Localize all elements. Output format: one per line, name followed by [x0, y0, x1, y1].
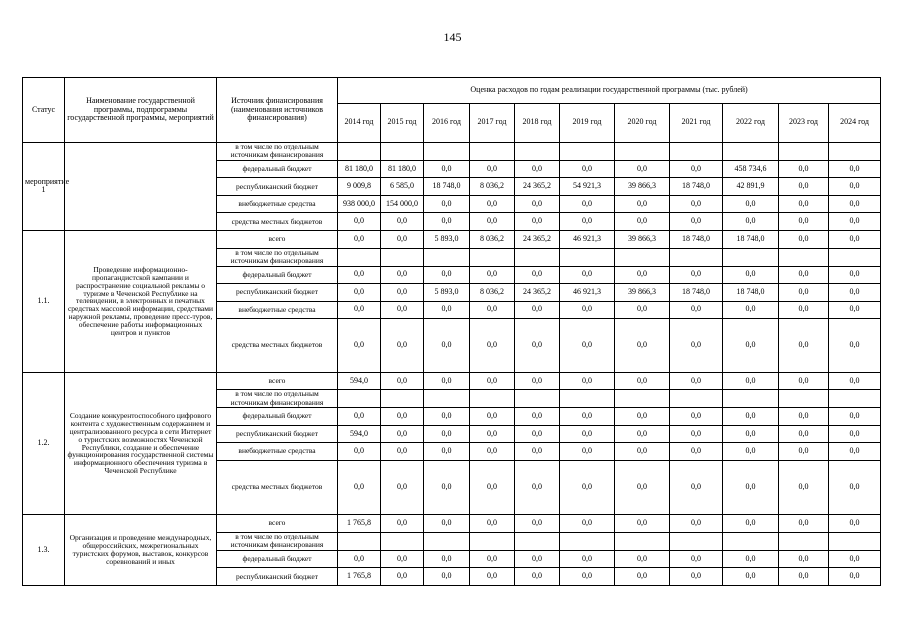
value-cell: 0,0: [515, 568, 560, 586]
value-cell: 0,0: [381, 319, 424, 373]
value-cell: [615, 390, 670, 408]
value-cell: 0,0: [723, 443, 779, 461]
value-cell: 0,0: [338, 266, 381, 284]
value-cell: 0,0: [560, 160, 615, 178]
value-cell: [670, 390, 723, 408]
value-cell: 0,0: [779, 425, 829, 443]
value-cell: 0,0: [829, 230, 881, 248]
value-cell: 0,0: [779, 319, 829, 373]
value-cell: [515, 532, 560, 550]
value-cell: 0,0: [381, 425, 424, 443]
funding-source-cell: федеральный бюджет: [217, 550, 338, 568]
value-cell: 0,0: [779, 213, 829, 231]
value-cell: 0,0: [381, 266, 424, 284]
funding-source-cell: внебюджетные средства: [217, 443, 338, 461]
value-cell: 0,0: [560, 443, 615, 461]
value-cell: 0,0: [829, 372, 881, 390]
value-cell: 0,0: [515, 425, 560, 443]
value-cell: 0,0: [829, 195, 881, 213]
value-cell: 0,0: [338, 443, 381, 461]
value-cell: 0,0: [615, 160, 670, 178]
value-cell: 0,0: [723, 460, 779, 515]
value-cell: 0,0: [723, 568, 779, 586]
value-cell: 0,0: [560, 301, 615, 319]
value-cell: 18 748,0: [723, 284, 779, 302]
value-cell: 0,0: [779, 284, 829, 302]
measure-name-cell: [65, 142, 217, 230]
year-header: 2015 год: [381, 103, 424, 142]
measure-name-cell: Проведение информационно-пропагандистской кампании и распространение социальной рекламы о туризме в Чеченской Республике на телевидении, в электронных и печатных средствах массовой информации, средствами наружной рекламы, проведение пресс-туров, обеспечение работы информационных центров и пунктов: [65, 230, 217, 372]
value-cell: 0,0: [779, 550, 829, 568]
value-cell: 0,0: [615, 213, 670, 231]
value-cell: 0,0: [779, 160, 829, 178]
value-cell: 81 180,0: [381, 160, 424, 178]
value-cell: 0,0: [829, 213, 881, 231]
funding-source-cell: в том числе по отдельным источникам финансирования: [217, 142, 338, 160]
value-cell: 0,0: [381, 372, 424, 390]
value-cell: 24 365,2: [515, 284, 560, 302]
value-cell: 0,0: [723, 266, 779, 284]
value-cell: 0,0: [515, 515, 560, 533]
value-cell: 18 748,0: [723, 230, 779, 248]
value-cell: 0,0: [515, 266, 560, 284]
year-header: 2020 год: [615, 103, 670, 142]
value-cell: 0,0: [515, 213, 560, 231]
budget-table: [22, 77, 881, 586]
value-cell: 0,0: [829, 568, 881, 586]
value-cell: [723, 390, 779, 408]
value-cell: 0,0: [470, 568, 515, 586]
value-cell: 0,0: [515, 550, 560, 568]
header-estimate: Оценка расходов по годам реализации государственной программы (тыс. рублей): [338, 78, 881, 104]
value-cell: 0,0: [560, 372, 615, 390]
value-cell: 0,0: [470, 160, 515, 178]
value-cell: 0,0: [470, 408, 515, 426]
value-cell: 8 036,2: [470, 230, 515, 248]
funding-source-cell: в том числе по отдельным источникам финансирования: [217, 248, 338, 266]
value-cell: 0,0: [670, 425, 723, 443]
funding-source-cell: республиканский бюджет: [217, 284, 338, 302]
value-cell: 0,0: [515, 160, 560, 178]
value-cell: 0,0: [470, 460, 515, 515]
value-cell: 0,0: [515, 301, 560, 319]
value-cell: 0,0: [829, 515, 881, 533]
value-cell: 0,0: [381, 515, 424, 533]
value-cell: 0,0: [779, 372, 829, 390]
value-cell: 0,0: [424, 443, 470, 461]
value-cell: [560, 390, 615, 408]
year-header: 2016 год: [424, 103, 470, 142]
funding-source-cell: внебюджетные средства: [217, 301, 338, 319]
measure-name-cell: Создание конкурентоспособного цифрового контента с художественным содержанием и централизованного ресурса в сети Интернет о туристских возможностях Чеченской Республики, создание и обеспечение функционирования государственной системы информационного обеспечения туризма в Чеченской Республике: [65, 372, 217, 515]
value-cell: 81 180,0: [338, 160, 381, 178]
funding-source-cell: всего: [217, 372, 338, 390]
value-cell: 39 866,3: [615, 230, 670, 248]
value-cell: 0,0: [424, 301, 470, 319]
value-cell: 0,0: [470, 195, 515, 213]
value-cell: [424, 248, 470, 266]
value-cell: 0,0: [338, 213, 381, 231]
value-cell: 0,0: [779, 301, 829, 319]
value-cell: 0,0: [779, 230, 829, 248]
funding-source-cell: федеральный бюджет: [217, 408, 338, 426]
value-cell: 24 365,2: [515, 178, 560, 196]
value-cell: 0,0: [779, 195, 829, 213]
value-cell: [779, 532, 829, 550]
value-cell: 0,0: [670, 319, 723, 373]
value-cell: 0,0: [424, 160, 470, 178]
value-cell: 0,0: [424, 515, 470, 533]
value-cell: 0,0: [829, 425, 881, 443]
value-cell: 0,0: [829, 319, 881, 373]
measure-name-cell: Организация и проведение международных, общероссийских, межрегиональных туристских форумов, выставок, конкурсов соревнований и иных: [65, 515, 217, 586]
value-cell: 0,0: [723, 213, 779, 231]
value-cell: 0,0: [615, 195, 670, 213]
value-cell: 0,0: [470, 301, 515, 319]
value-cell: 0,0: [670, 515, 723, 533]
value-cell: 0,0: [779, 568, 829, 586]
value-cell: 0,0: [615, 550, 670, 568]
value-cell: 0,0: [615, 568, 670, 586]
funding-source-cell: в том числе по отдельным источникам финансирования: [217, 390, 338, 408]
value-cell: [829, 532, 881, 550]
value-cell: 0,0: [424, 425, 470, 443]
value-cell: 0,0: [338, 301, 381, 319]
year-header: 2022 год: [723, 103, 779, 142]
value-cell: 24 365,2: [515, 230, 560, 248]
value-cell: 0,0: [515, 195, 560, 213]
value-cell: 0,0: [424, 550, 470, 568]
value-cell: 46 921,3: [560, 230, 615, 248]
value-cell: 0,0: [424, 568, 470, 586]
value-cell: [338, 390, 381, 408]
value-cell: 46 921,3: [560, 284, 615, 302]
table-row: [23, 142, 881, 160]
value-cell: 0,0: [338, 550, 381, 568]
value-cell: 458 734,6: [723, 160, 779, 178]
value-cell: 8 036,2: [470, 284, 515, 302]
value-cell: [338, 142, 381, 160]
value-cell: 1 765,8: [338, 568, 381, 586]
funding-source-cell: средства местных бюджетов: [217, 319, 338, 373]
value-cell: 0,0: [670, 372, 723, 390]
value-cell: 0,0: [515, 460, 560, 515]
value-cell: [723, 532, 779, 550]
value-cell: 0,0: [723, 515, 779, 533]
value-cell: [829, 248, 881, 266]
value-cell: 0,0: [779, 266, 829, 284]
value-cell: 594,0: [338, 425, 381, 443]
value-cell: 0,0: [723, 301, 779, 319]
value-cell: 0,0: [829, 443, 881, 461]
year-header: 2017 год: [470, 103, 515, 142]
value-cell: 39 866,3: [615, 284, 670, 302]
year-header: 2018 год: [515, 103, 560, 142]
table-row: [23, 372, 881, 390]
funding-source-cell: всего: [217, 230, 338, 248]
value-cell: 54 921,3: [560, 178, 615, 196]
value-cell: 0,0: [779, 178, 829, 196]
status-cell: 1.1.: [23, 230, 65, 372]
value-cell: 0,0: [779, 408, 829, 426]
value-cell: 0,0: [829, 178, 881, 196]
funding-source-cell: федеральный бюджет: [217, 266, 338, 284]
value-cell: 0,0: [615, 266, 670, 284]
value-cell: 0,0: [560, 408, 615, 426]
status-cell: 1.2.: [23, 372, 65, 515]
header-name: Наименование государственной программы, подпрограммы государственной программы, мероприятий: [65, 78, 217, 143]
value-cell: [515, 390, 560, 408]
funding-source-cell: республиканский бюджет: [217, 425, 338, 443]
value-cell: [779, 248, 829, 266]
value-cell: 0,0: [779, 443, 829, 461]
value-cell: 6 585,0: [381, 178, 424, 196]
value-cell: 0,0: [470, 213, 515, 231]
value-cell: 0,0: [723, 372, 779, 390]
value-cell: [424, 390, 470, 408]
value-cell: 0,0: [670, 195, 723, 213]
value-cell: 0,0: [515, 319, 560, 373]
value-cell: 0,0: [670, 443, 723, 461]
funding-source-cell: всего: [217, 515, 338, 533]
value-cell: 594,0: [338, 372, 381, 390]
value-cell: 0,0: [470, 443, 515, 461]
value-cell: [560, 248, 615, 266]
value-cell: 0,0: [723, 319, 779, 373]
value-cell: 0,0: [723, 550, 779, 568]
value-cell: [670, 248, 723, 266]
value-cell: 0,0: [560, 266, 615, 284]
funding-source-cell: республиканский бюджет: [217, 568, 338, 586]
value-cell: [424, 532, 470, 550]
value-cell: 0,0: [560, 195, 615, 213]
value-cell: 0,0: [670, 301, 723, 319]
value-cell: 0,0: [381, 568, 424, 586]
value-cell: [515, 248, 560, 266]
value-cell: 0,0: [515, 408, 560, 426]
value-cell: 0,0: [670, 460, 723, 515]
funding-source-cell: средства местных бюджетов: [217, 213, 338, 231]
value-cell: 0,0: [779, 515, 829, 533]
value-cell: 0,0: [381, 408, 424, 426]
value-cell: 0,0: [829, 301, 881, 319]
value-cell: [470, 532, 515, 550]
value-cell: 0,0: [560, 213, 615, 231]
value-cell: 0,0: [338, 230, 381, 248]
value-cell: 0,0: [560, 460, 615, 515]
value-cell: 0,0: [615, 460, 670, 515]
value-cell: 5 893,0: [424, 284, 470, 302]
value-cell: 0,0: [424, 195, 470, 213]
value-cell: 0,0: [560, 550, 615, 568]
value-cell: 154 000,0: [381, 195, 424, 213]
funding-source-cell: в том числе по отдельным источникам финансирования: [217, 532, 338, 550]
value-cell: 0,0: [381, 460, 424, 515]
value-cell: 8 036,2: [470, 178, 515, 196]
value-cell: 0,0: [670, 550, 723, 568]
value-cell: 0,0: [560, 425, 615, 443]
value-cell: 0,0: [615, 425, 670, 443]
value-cell: 0,0: [829, 408, 881, 426]
value-cell: [338, 248, 381, 266]
value-cell: 0,0: [615, 443, 670, 461]
value-cell: 0,0: [470, 425, 515, 443]
value-cell: 0,0: [338, 319, 381, 373]
value-cell: [829, 142, 881, 160]
value-cell: 0,0: [424, 372, 470, 390]
value-cell: [381, 142, 424, 160]
value-cell: [560, 532, 615, 550]
value-cell: 0,0: [829, 460, 881, 515]
value-cell: 0,0: [338, 460, 381, 515]
value-cell: 18 748,0: [670, 230, 723, 248]
value-cell: 0,0: [424, 213, 470, 231]
year-header: 2019 год: [560, 103, 615, 142]
value-cell: [615, 142, 670, 160]
value-cell: 0,0: [381, 284, 424, 302]
value-cell: [381, 390, 424, 408]
year-header: 2021 год: [670, 103, 723, 142]
value-cell: 0,0: [470, 372, 515, 390]
value-cell: [829, 390, 881, 408]
value-cell: [560, 142, 615, 160]
page-number: 145: [443, 30, 462, 44]
value-cell: 0,0: [670, 568, 723, 586]
value-cell: 0,0: [723, 195, 779, 213]
funding-source-cell: республиканский бюджет: [217, 178, 338, 196]
value-cell: 938 000,0: [338, 195, 381, 213]
value-cell: 0,0: [560, 319, 615, 373]
value-cell: [779, 142, 829, 160]
value-cell: 0,0: [338, 284, 381, 302]
value-cell: [515, 142, 560, 160]
year-header: 2023 год: [779, 103, 829, 142]
value-cell: [470, 248, 515, 266]
status-cell: 1.3.: [23, 515, 65, 586]
value-cell: 0,0: [615, 408, 670, 426]
value-cell: [470, 390, 515, 408]
table-row: [23, 515, 881, 533]
year-header: 2014 год: [338, 103, 381, 142]
value-cell: 0,0: [515, 443, 560, 461]
value-cell: 0,0: [470, 550, 515, 568]
value-cell: [470, 142, 515, 160]
value-cell: 0,0: [670, 160, 723, 178]
funding-source-cell: средства местных бюджетов: [217, 460, 338, 515]
value-cell: 0,0: [615, 515, 670, 533]
value-cell: 0,0: [829, 550, 881, 568]
value-cell: [615, 248, 670, 266]
value-cell: [779, 390, 829, 408]
value-cell: [381, 532, 424, 550]
value-cell: [723, 248, 779, 266]
value-cell: 0,0: [829, 160, 881, 178]
value-cell: 18 748,0: [424, 178, 470, 196]
value-cell: 0,0: [670, 266, 723, 284]
value-cell: 0,0: [560, 568, 615, 586]
value-cell: [670, 532, 723, 550]
value-cell: 0,0: [338, 408, 381, 426]
funding-source-cell: федеральный бюджет: [217, 160, 338, 178]
value-cell: 0,0: [381, 230, 424, 248]
value-cell: 0,0: [723, 425, 779, 443]
value-cell: 0,0: [381, 443, 424, 461]
value-cell: 42 891,9: [723, 178, 779, 196]
value-cell: 0,0: [829, 266, 881, 284]
value-cell: 0,0: [615, 319, 670, 373]
value-cell: 0,0: [381, 550, 424, 568]
value-cell: 9 009,8: [338, 178, 381, 196]
value-cell: 0,0: [829, 284, 881, 302]
value-cell: 0,0: [670, 213, 723, 231]
header-source: Источник финансирования (наименования источников финансирования): [217, 78, 338, 143]
value-cell: 0,0: [515, 372, 560, 390]
value-cell: 0,0: [381, 213, 424, 231]
value-cell: 0,0: [424, 408, 470, 426]
value-cell: [338, 532, 381, 550]
value-cell: 0,0: [670, 408, 723, 426]
value-cell: 0,0: [470, 515, 515, 533]
value-cell: 0,0: [470, 319, 515, 373]
value-cell: 0,0: [424, 266, 470, 284]
value-cell: 5 893,0: [424, 230, 470, 248]
value-cell: 0,0: [615, 372, 670, 390]
value-cell: [424, 142, 470, 160]
table-row: [23, 230, 881, 248]
value-cell: 0,0: [381, 301, 424, 319]
year-header: 2024 год: [829, 103, 881, 142]
value-cell: 0,0: [560, 515, 615, 533]
value-cell: [723, 142, 779, 160]
value-cell: 0,0: [615, 301, 670, 319]
value-cell: 0,0: [424, 319, 470, 373]
value-cell: 0,0: [470, 266, 515, 284]
value-cell: 18 748,0: [670, 284, 723, 302]
value-cell: 0,0: [424, 460, 470, 515]
value-cell: 18 748,0: [670, 178, 723, 196]
value-cell: [670, 142, 723, 160]
header-status: Статус: [23, 78, 65, 143]
value-cell: 39 866,3: [615, 178, 670, 196]
value-cell: 0,0: [723, 408, 779, 426]
value-cell: 1 765,8: [338, 515, 381, 533]
value-cell: [381, 248, 424, 266]
value-cell: 0,0: [779, 460, 829, 515]
funding-source-cell: внебюджетные средства: [217, 195, 338, 213]
value-cell: [615, 532, 670, 550]
status-cell: мероприятие 1: [23, 142, 65, 230]
